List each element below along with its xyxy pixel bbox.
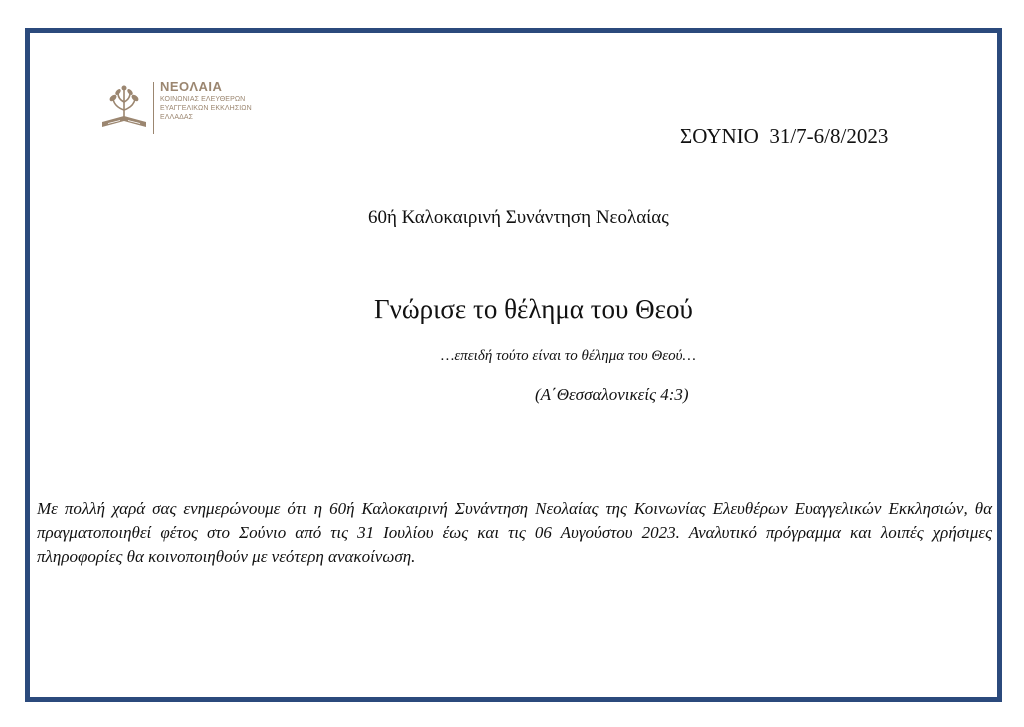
logo-subtitle-line-3: ΕΛΛΑΔΑΣ [160, 114, 194, 121]
announcement-paragraph: Με πολλή χαρά σας ενημερώνουμε ότι η 60ή Καλοκαιρινή Συνάντηση Νεολαίας της Κοινωνίας Ελευθέρων Ευαγγελικών Εκκλησιών, θα πραγματοποιηθεί φέτος στο Σούνιο από τις 31 Ιουλίου έως και τις 06 Αυγούστου 2023. Αναλυτικό πρόγραμμα και λοιπές χρήσιμες πληροφορίες θα κοινοποιηθούν με νεότερη ανακοίνωση. [37, 499, 992, 566]
event-title: 60ή Καλοκαιρινή Συνάντηση Νεολαίας [368, 207, 669, 228]
bible-reference: (Α΄Θεσσαλονικείς 4:3) [535, 385, 689, 404]
plant-book-logo-icon [98, 80, 150, 132]
logo-text [160, 80, 252, 123]
logo-subtitle-line-2: ΕΥΑΓΓΕΛΙΚΩΝ ΕΚΚΛΗΣΙΩΝ [160, 105, 252, 112]
place-and-date: ΣΟΥΝΙΟ 31/7-6/8/2023 [680, 124, 889, 148]
bible-verse: …επειδή τούτο είναι το θέλημα του Θεού… [441, 348, 696, 364]
logo-subtitle-line-1: ΚΟΙΝΩΝΙΑΣ ΕΛΕΥΘΕΡΩΝ [160, 96, 246, 103]
logo-divider [153, 82, 154, 134]
logo-title: ΝΕΟΛΑΙΑ [160, 79, 223, 94]
organization-logo [98, 80, 268, 140]
theme-title: Γνώρισε το θέλημα του Θεού [374, 294, 693, 324]
